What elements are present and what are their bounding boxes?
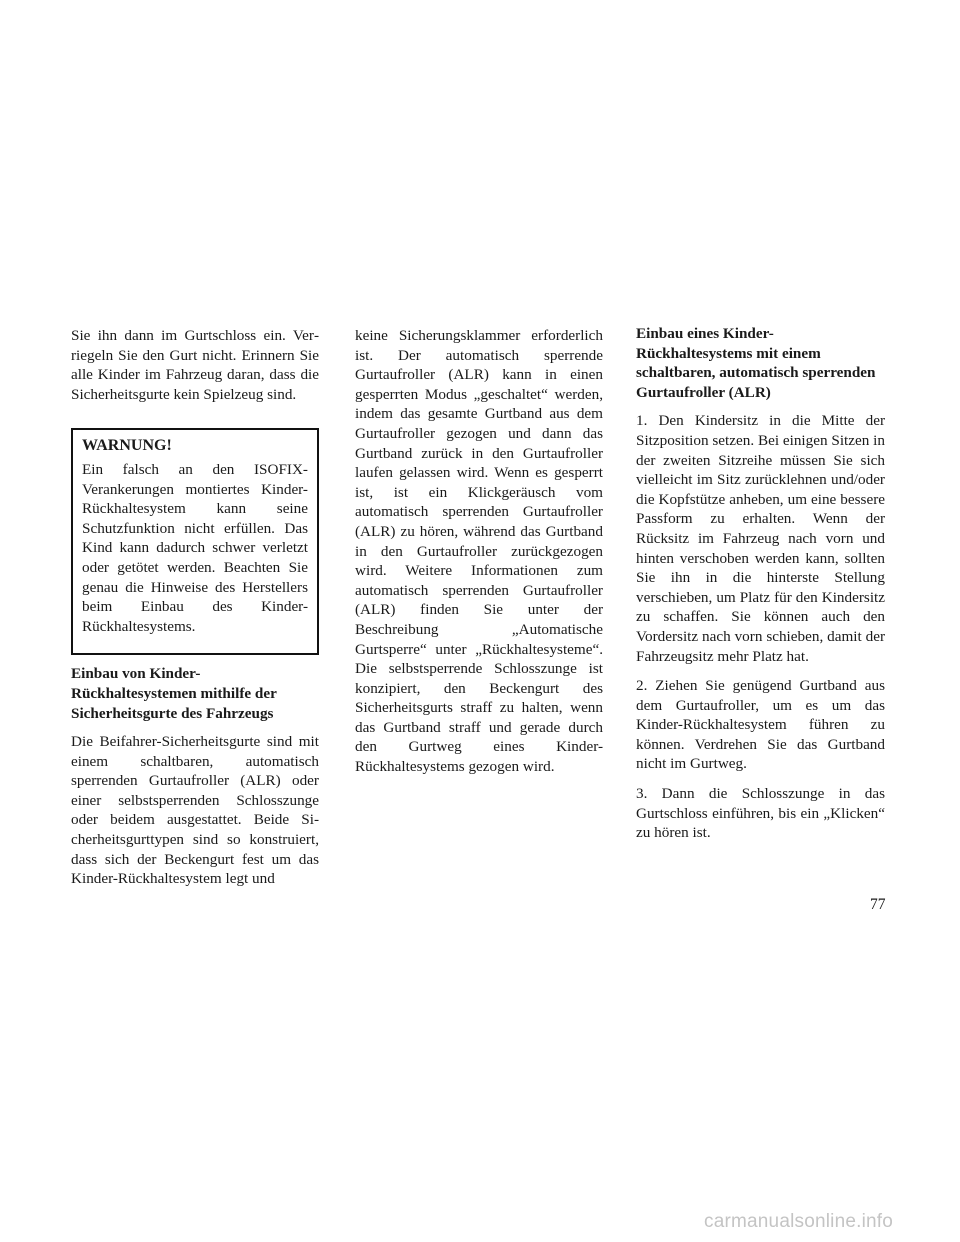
text-column-middle bbox=[355, 326, 603, 787]
watermark: carmanualsonline.info bbox=[704, 1211, 894, 1232]
text-column-left bbox=[71, 326, 319, 899]
page-number: 77 bbox=[870, 896, 886, 913]
text-column-right bbox=[636, 324, 885, 853]
belt-description-paragraph: Die Beifahrer-Sicherheitsgurte sind mit einem schaltbaren, automatisch sperrenden Gurtaufroller (ALR) oder einer selbstsperrenden Schlosszunge oder beidem ausgestattet. Beide Sicherheitsgurttypen sind so konstruiert, dass sich der Beckengurt fest um das Kinder-Rückhaltesystem legt und bbox=[71, 733, 319, 888]
alr-description-paragraph: keine Sicherungsklammer erforderlich ist. Der automatisch sperrende Gurtaufroller (ALR) kann in einen gesperrten Modus „geschaltet“ werden, indem das gesamte Gurtband aus dem Gurtaufroller gezogen und dann das Gurtband zurück in den Gurtaufroller laufen gelassen wird. Wenn es gesperrt ist, ist ein Klickgeräusch vom automatisch sperrenden Gurtaufroller (ALR) zu hören, während das Gurtband in den Gurtaufroller zurückgezogen wird. Weitere Informationen zum automatisch sperrenden Gurtaufroller (ALR) finden Sie unter der Beschreibung „Automatische Gurtsperre“ unter „Rückhaltesysteme“. Die selbstsperrende Schlosszunge ist konzipiert, den Beckengurt des Sicherheitsgurts straff zu halten, wenn das Gurtband straff und gerade durch den Gurtweg eines Kinder-Rückhaltesystems gezogen wird. bbox=[355, 327, 603, 776]
step-2: 2. Ziehen Sie genügend Gurtband aus dem Gurtaufroller, um es um das Kinder-Rückhaltesystem führen zu können. Verdrehen Sie das Gurtband nicht im Gurtweg. bbox=[636, 677, 885, 773]
warning-title: WARNUNG! bbox=[82, 437, 172, 455]
section-heading-belt-installation: Einbau von Kinder-Rückhaltesystemen mithilfe der Sicherheitsgurte des Fahrzeugs bbox=[71, 665, 277, 722]
warning-text: Ein falsch an den ISOFIX-Verankerungen montiertes Kinder-Rückhaltesystem kann seine Schutzfunktion nicht erfüllen. Das Kind kann dadurch schwer verletzt oder getötet werden. Beachten Sie genau die Hinweise des Herstellers beim Einbau des Kinder-Rückhaltesystems. bbox=[82, 460, 308, 635]
step-3: 3. Dann die Schlosszunge in das Gurtschloss einführen, bis ein „Klicken“ zu hören ist. bbox=[636, 785, 885, 842]
intro-paragraph: Sie ihn dann im Gurtschloss ein. Verriegeln Sie den Gurt nicht. Erinnern Sie alle Kinder im Fahrzeug daran, dass die Sicherheitsgurte kein Spielzeug sind. bbox=[71, 327, 319, 403]
warning-box bbox=[71, 428, 319, 655]
step-1: 1. Den Kindersitz in die Mitte der Sitzposition setzen. Bei einigen Sitzen in der zweiten Sitzreihe müssen Sie sich vielleicht im Sitz zurücklehnen und/oder die Kopfstütze anheben, um eine bessere Passform zu erhalten. Wenn der Rücksitz im Fahrzeug nach vorn und hinten verschoben werden kann, sollten Sie ihn in die hinterste Stellung verschieben, um Platz für den Kindersitz zu schaffen. Sie können auch den Vordersitz nach vorn schieben, damit der Fahrzeugsitz mehr Platz hat. bbox=[636, 412, 885, 665]
section-heading-alr-installation: Einbau eines Kinder-Rückhaltesystems mit einem schaltbaren, automatisch sperrenden Gurtaufroller (ALR) bbox=[636, 325, 876, 401]
